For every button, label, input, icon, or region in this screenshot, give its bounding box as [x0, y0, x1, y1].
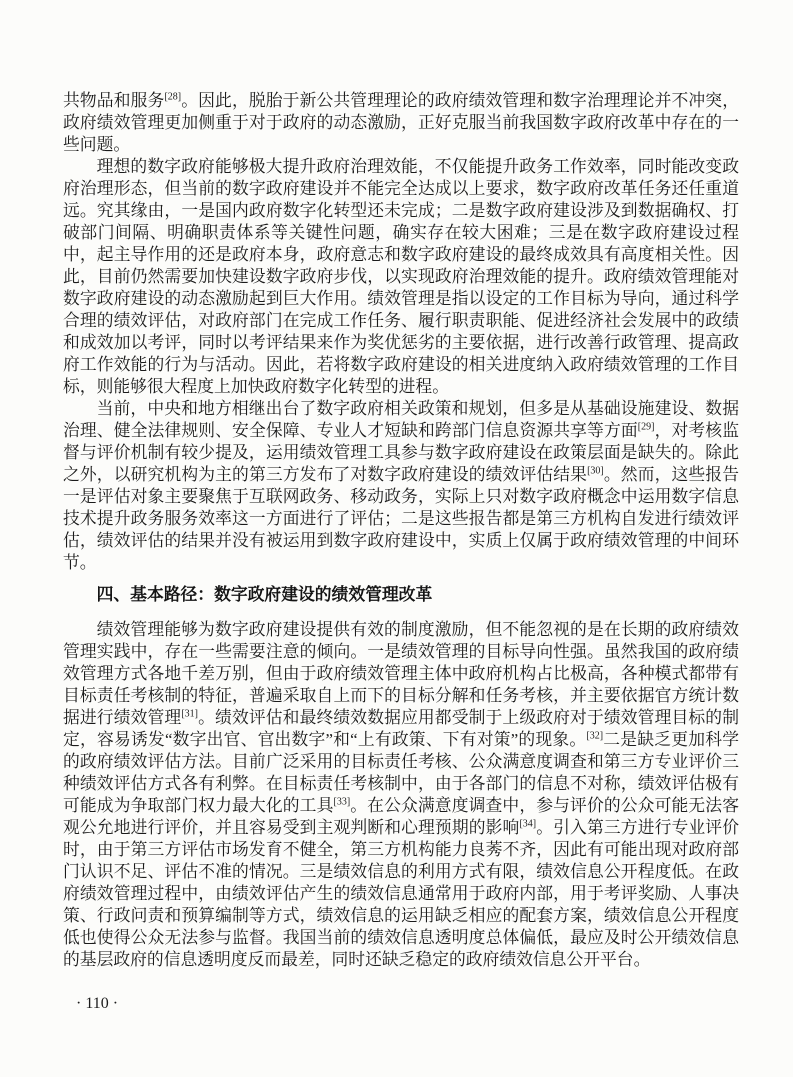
citation-ref: [32]: [586, 730, 604, 742]
paragraph: 共物品和服务[28]。因此，脱胎于新公共管理理论的政府绩效管理和数字治理理论并不冲突，政府绩效管理更加侧重于对于政府的动态激励，正好克服当前我国数字政府改革中存在的一些问题。: [63, 91, 739, 154]
page-number: · 110 ·: [76, 995, 119, 1012]
citation-ref: [29]: [637, 421, 655, 433]
article-body: [63, 90, 739, 971]
paragraph-group-before-heading: [63, 90, 739, 574]
paragraph: 绩效管理能够为数字政府建设提供有效的制度激励，但不能忽视的是在长期的政府绩效管理实践中，存在一些需要注意的倾向。一是绩效管理的目标导向性强。虽然我国的政府绩效管理方式各地千差万别，但由于政府绩效管理主体中政府机构占比极高，各种模式都带有目标责任考核制的特征，普遍采取自上而下的目标分解和任务考核，并主要依据官方统计数据进行绩效管理[31]。绩效评估和最终绩效数据应用都受制于上级政府对于绩效管理目标的制定，容易诱发“数字出官、官出数字”和“上有政策、下有对策”的现象。[32]二是缺乏更加科学的政府绩效评估方法。目前广泛采用的目标责任考核、公众满意度调查和第三方专业评价三种绩效评估方式各有利弊。在目标责任考核制中，由于各部门的信息不对称，绩效评估极有可能成为争取部门权力最大化的工具[33]。在公众满意度调查中，参与评价的公众可能无法客观公允地进行评价，并且容易受到主观判断和心理预期的影响[34]。引入第三方进行专业评价时，由于第三方评估市场发育不健全，第三方机构能力良莠不齐，因此有可能出现对政府部门认识不足、评估不准的情况。三是绩效信息的利用方式有限，绩效信息公开程度低。在政府绩效管理过程中，由绩效评估产生的绩效信息通常用于政府内部，用于考评奖励、人事决策、行政问责和预算编制等方式，绩效信息的运用缺乏相应的配套方案，绩效信息公开程度低也使得公众无法参与监督。我国当前的绩效信息透明度总体偏低，最应及时公开绩效信息的基层政府的信息透明度反而最差，同时还缺乏稳定的政府绩效信息公开平台。: [63, 620, 739, 969]
paragraph-group-after-heading: [63, 619, 739, 971]
citation-ref: [30]: [587, 465, 604, 477]
citation-ref: [33]: [333, 796, 351, 808]
citation-ref: [31]: [181, 708, 199, 720]
section-heading: 四、基本路径：数字政府建设的绩效管理改革: [96, 585, 433, 604]
citation-ref: [34]: [519, 818, 537, 830]
paragraph: 当前，中央和地方相继出台了数字政府相关政策和规划，但多是从基础设施建设、数据治理、健全法律规则、安全保障、专业人才短缺和跨部门信息资源共享等方面[29]，对考核监督与评价机制有较少提及，运用绩效管理工具参与数字政府建设在政策层面是缺失的。除此之外，以研究机构为主的第三方发布了对数字政府建设的绩效评估结果[30]。然而，这些报告一是评估对象主要聚焦于互联网政务、移动政务，实际上只对数字政府概念中运用数字信息技术提升政务服务效率这一方面进行了评估；二是这些报告都是第三方机构自发进行绩效评估，绩效评估的结果并没有被运用到数字政府建设中，实质上仅属于政府绩效管理的中间环节。: [63, 399, 739, 572]
citation-ref: [28]: [164, 91, 182, 103]
paragraph: 理想的数字政府能够极大提升政府治理效能，不仅能提升政务工作效率，同时能改变政府治理形态，但当前的数字政府建设并不能完全达成以上要求，数字政府改革任务还任重道远。究其缘由，一是国内政府数字化转型还未完成；二是数字政府建设涉及到数据确权、打破部门间隔、明确职责体系等关键性问题，确实存在较大困难；三是在数字政府建设过程中，起主导作用的还是政府本身，政府意志和数字政府建设的最终成效具有高度相关性。因此，目前仍然需要加快建设数字政府步伐，以实现政府治理效能的提升。政府绩效管理能对数字政府建设的动态激励起到巨大作用。绩效管理是指以设定的工作目标为导向，通过科学合理的绩效评估，对政府部门在完成工作任务、履行职责职能、促进经济社会发展中的政绩和成效加以考评，同时以考评结果来作为奖优惩劣的主要依据，进行改善行政管理、提高政府工作效能的行为与活动。因此，若将数字政府建设的相关进度纳入政府绩效管理的工作目标，则能够很大程度上加快政府数字化转型的进程。: [63, 157, 739, 396]
